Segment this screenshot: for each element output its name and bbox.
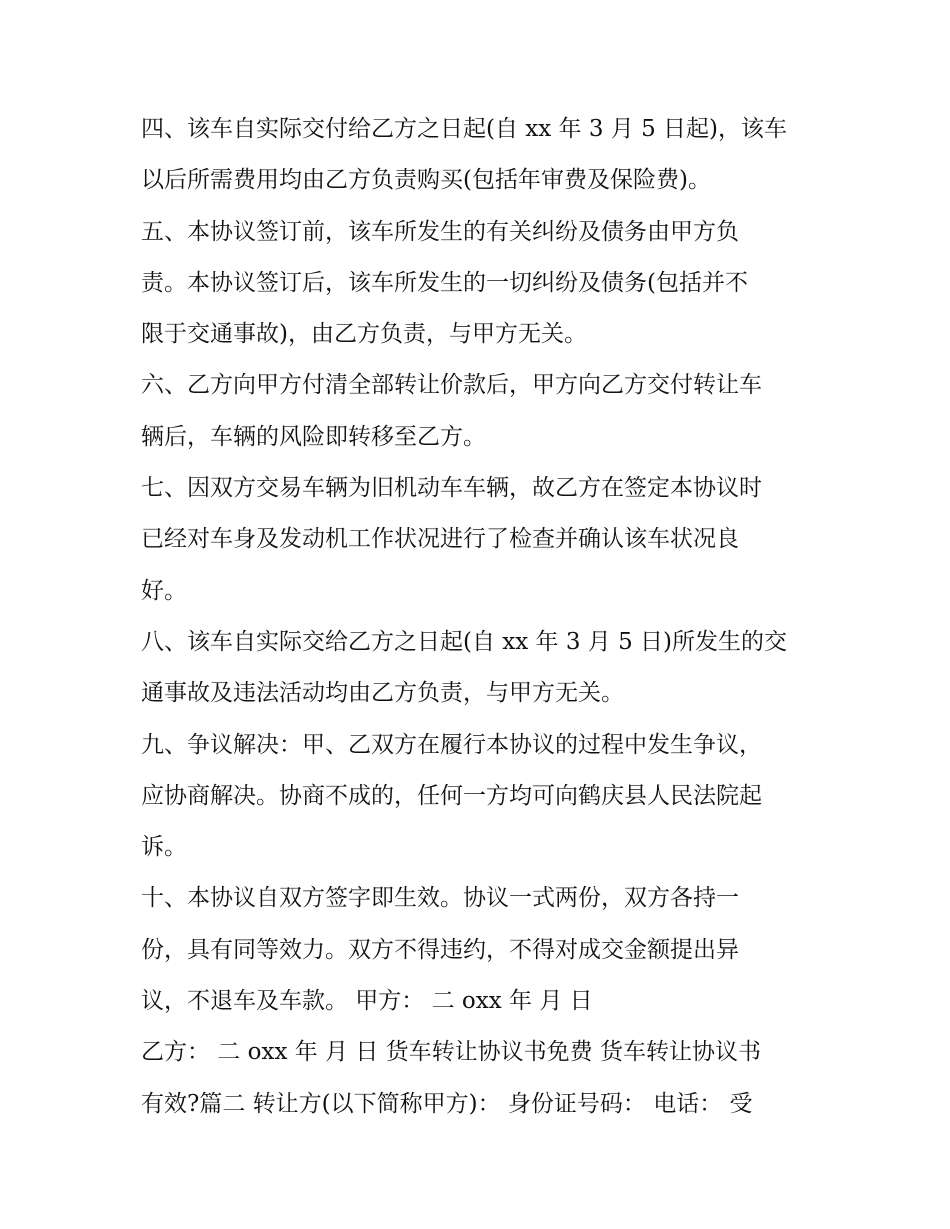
text-line: 十、本协议自双方签字即生效。协议一式两份，双方各持一	[141, 885, 739, 912]
text-line: 议，不退车及车款。 甲方： 二 oxx 年 月 日	[141, 988, 593, 1015]
agreement-body	[141, 104, 821, 1130]
text-line: 五、本协议签订前，该车所发生的有关纠纷及债务由甲方负	[141, 218, 739, 245]
text-line: 七、因双方交易车辆为旧机动车车辆，故乙方在签定本协议时	[141, 475, 762, 502]
text-line: 辆后，车辆的风险即转移至乙方。	[141, 423, 486, 450]
text-line: 诉。	[141, 834, 187, 861]
text-line: 已经对车身及发动机工作状况进行了检查并确认该车状况良	[141, 526, 739, 553]
text-line: 好。	[141, 577, 187, 604]
text-line: 四、该车自实际交付给乙方之日起(自 xx 年 3 月 5 日起)，该车	[141, 116, 788, 142]
text-line: 份，具有同等效力。双方不得违约，不得对成交金额提出异	[141, 936, 739, 963]
text-line: 乙方： 二 oxx 年 月 日 货车转让协议书免费 货车转让协议书	[141, 1039, 761, 1066]
text-line: 应协商解决。协商不成的，任何一方均可向鹤庆县人民法院起	[141, 782, 762, 809]
text-line: 责。本协议签订后，该车所发生的一切纠纷及债务(包括并不	[141, 269, 748, 296]
text-line: 以后所需费用均由乙方负责购买(包括年审费及保险费)。	[141, 167, 711, 194]
text-line: 通事故及违法活动均由乙方负责，与甲方无关。	[141, 680, 624, 707]
text-line: 八、该车自实际交给乙方之日起(自 xx 年 3 月 5 日)所发生的交	[141, 628, 788, 655]
text-line: 六、乙方向甲方付清全部转让价款后，甲方向乙方交付转让车	[141, 372, 762, 399]
text-line: 限于交通事故)，由乙方负责，与甲方无关。	[141, 321, 587, 348]
text-line: 有效?篇二 转让方(以下简称甲方)： 身份证号码： 电话： 受	[141, 1090, 753, 1117]
text-line: 九、争议解决：甲、乙双方在履行本协议的过程中发生争议，	[141, 731, 762, 758]
